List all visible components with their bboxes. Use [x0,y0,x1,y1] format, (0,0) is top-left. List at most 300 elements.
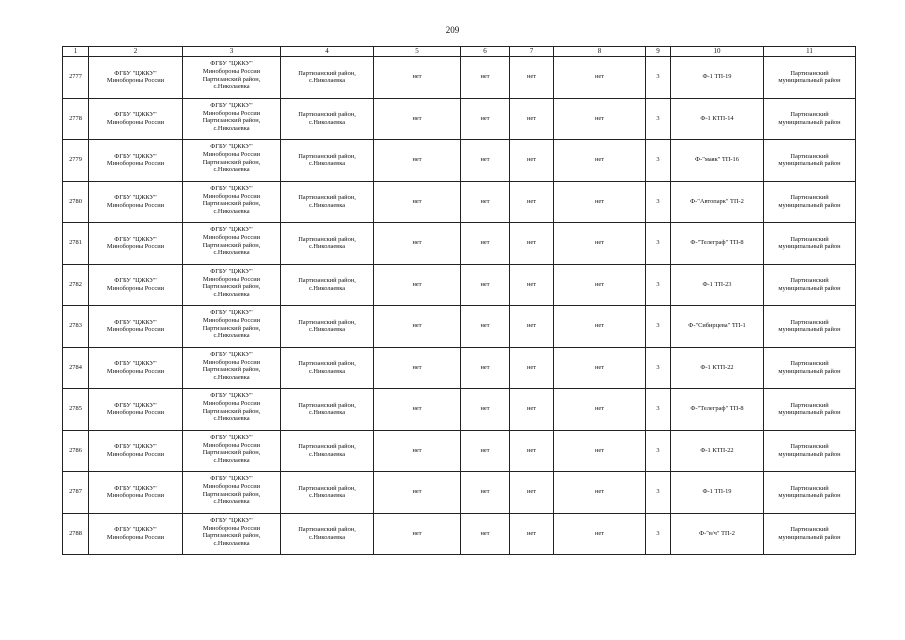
cell-line: нет [594,197,605,205]
table-body [63,57,856,555]
cell-line: с.Николаевка [308,118,346,126]
table-cell [671,223,764,265]
cell-line: 2783 [69,322,82,330]
cell-line: 3 [656,156,660,164]
cell-line: 3 [656,363,660,371]
cell-line: с.Николаевка [213,166,250,174]
table-cell [281,306,374,348]
cell-line: 3 [656,239,660,247]
cell-line: ФГБУ "ЦЖКУ" [210,516,253,524]
cell-line: Минобороны России [202,151,261,159]
cell-line: нет [480,488,490,496]
cell-line: 2781 [69,239,82,247]
cell-line: Партизанский [790,111,829,119]
table-cell [671,140,764,182]
table-cell [554,389,646,431]
cell-line: с.Николаевка [213,332,250,340]
table-cell [374,140,461,182]
cell-line: муниципальный район [778,284,841,292]
table-cell [281,472,374,514]
cell-line: 2777 [69,73,82,81]
table-row [63,223,856,265]
cell-line: Минобороны России [106,492,165,500]
table-cell [554,223,646,265]
cell-line: ФГБУ "ЦЖКУ" [210,101,253,109]
cell-line: с.Николаевка [213,207,250,215]
table-cell [671,513,764,555]
cell-line: нет [480,197,490,205]
cell-line: Минобороны России [106,533,165,541]
table-cell [764,140,856,182]
cell-line: муниципальный район [778,367,841,375]
cell-line: Партизанский [790,194,829,202]
table-cell [63,264,89,306]
cell-line: Партизанский район, [298,277,356,285]
cell-line: Партизанский район, [298,526,356,534]
table-cell [63,389,89,431]
page-number: 209 [445,25,460,35]
cell-line: Партизанский [790,277,829,285]
table-cell [764,57,856,99]
table-cell [671,57,764,99]
table-cell [554,181,646,223]
table-cell [510,57,554,99]
cell-line: Партизанский район, [298,69,356,77]
cell-line: ФГБУ "ЦЖКУ" [114,318,157,326]
table-cell [671,347,764,389]
cell-line: ФГБУ "ЦЖКУ" [114,194,157,202]
table-cell [510,472,554,514]
table-cell [510,98,554,140]
cell-line: ФГБУ "ЦЖКУ" [114,277,157,285]
cell-line: с.Николаевка [308,367,346,375]
cell-line: 2784 [69,363,82,371]
cell-line: 3 [656,529,660,537]
table-cell [89,513,183,555]
table-cell [461,181,510,223]
table-cell [461,306,510,348]
table-cell [63,223,89,265]
table-cell [89,472,183,514]
table-cell [764,264,856,306]
table-cell [554,140,646,182]
table-cell [554,264,646,306]
cell-line: нет [412,446,422,454]
table-row [63,513,856,555]
column-header: 6 [461,47,510,57]
table-cell [63,140,89,182]
table-row [63,306,856,348]
cell-line: 2779 [69,156,82,164]
table-cell [374,98,461,140]
table-cell [554,347,646,389]
table-cell [374,472,461,514]
column-header: 3 [183,47,281,57]
cell-line: муниципальный район [778,409,841,417]
table-cell [374,306,461,348]
cell-line: 2788 [69,529,82,537]
cell-line: муниципальный район [778,243,841,251]
table-cell [646,57,671,99]
cell-line: 2787 [69,488,82,496]
cell-line: 2785 [69,405,82,413]
cell-line: Партизанский район, [298,111,356,119]
table-cell [461,57,510,99]
table-cell [183,98,281,140]
table-cell [671,181,764,223]
column-header: 4 [281,47,374,57]
cell-line: ФГБУ "ЦЖКУ" [210,433,253,441]
table-cell [510,513,554,555]
cell-line: Минобороны России [202,317,261,325]
cell-line: ФГБУ "ЦЖКУ" [114,484,157,492]
table-cell [671,472,764,514]
cell-line: с.Николаевка [308,201,346,209]
table-cell [281,223,374,265]
table-cell [461,140,510,182]
cell-line: нет [526,446,537,454]
cell-line: нет [412,156,422,164]
table-cell [374,223,461,265]
table-cell [281,389,374,431]
table-cell [281,140,374,182]
cell-line: муниципальный район [778,492,841,500]
cell-line: Партизанский район, [298,318,356,326]
table-cell [554,306,646,348]
cell-line: нет [594,322,605,330]
table-cell [510,306,554,348]
table-cell [374,430,461,472]
column-header: 1 [63,47,89,57]
table-cell [510,347,554,389]
cell-line: нет [480,446,490,454]
cell-line: с.Николаевка [213,249,250,257]
table-cell [510,223,554,265]
cell-line: нет [412,73,422,81]
cell-line: нет [526,322,537,330]
table-cell [764,306,856,348]
table-cell [183,306,281,348]
cell-line: нет [412,322,422,330]
cell-line: с.Николаевка [308,77,346,85]
cell-line: с.Николаевка [308,284,346,292]
cell-line: нет [412,280,422,288]
table-cell [461,98,510,140]
table-cell [671,98,764,140]
cell-line: с.Николаевка [308,160,346,168]
table-cell [281,57,374,99]
table-row [63,347,856,389]
table-cell [63,472,89,514]
cell-line: нет [594,405,605,413]
table-cell [374,181,461,223]
table-cell [89,306,183,348]
cell-line: Минобороны России [106,450,165,458]
cell-line: Партизанский район, [298,360,356,368]
cell-line: ФГБУ "ЦЖКУ" [210,184,253,192]
cell-line: 3 [656,488,660,496]
column-header: 7 [510,47,554,57]
table-cell [764,223,856,265]
table-cell [461,347,510,389]
table-cell [554,430,646,472]
cell-line: Ф-1 КТП-22 [700,363,734,371]
table-cell [183,223,281,265]
cell-line: нет [594,529,605,537]
cell-line: нет [526,197,537,205]
cell-line: нет [526,156,537,164]
table-cell [281,430,374,472]
table-cell [89,389,183,431]
cell-line: нет [412,529,422,537]
cell-line: ФГБУ "ЦЖКУ" [210,475,253,483]
cell-line: ФГБУ "ЦЖКУ" [114,526,157,534]
table-cell [89,430,183,472]
cell-line: Минобороны России [202,234,261,242]
table-cell [89,347,183,389]
table-cell [510,430,554,472]
cell-line: нет [526,73,537,81]
cell-line: нет [526,363,537,371]
cell-line: Партизанский [790,360,829,368]
cell-line: нет [480,363,490,371]
cell-line: нет [594,73,605,81]
table-cell [183,430,281,472]
table-row [63,430,856,472]
cell-line: 2786 [69,446,82,454]
cell-line: нет [480,73,490,81]
cell-line: Ф-"Сибирцева" ТП-1 [688,322,746,330]
table-cell [89,98,183,140]
table-cell [183,472,281,514]
cell-line: ФГБУ "ЦЖКУ" [114,152,157,160]
cell-line: ФГБУ "ЦЖКУ" [114,69,157,77]
table-cell [510,181,554,223]
cell-line: с.Николаевка [308,326,346,334]
cell-line: Партизанский район, [202,324,261,332]
column-header: 11 [764,47,856,57]
column-header: 8 [554,47,646,57]
cell-line: Ф-1 КТП-22 [700,446,734,454]
table-cell [510,264,554,306]
cell-line: 2778 [69,114,82,122]
table-cell [671,430,764,472]
table-cell [183,389,281,431]
cell-line: нет [526,114,537,122]
cell-line: Партизанский [790,318,829,326]
cell-line: Ф-1 ТП-23 [702,280,732,288]
cell-line: муниципальный район [778,450,841,458]
cell-line: Минобороны России [202,400,261,408]
cell-line: Ф-"в/ч" ТП-2 [699,529,735,537]
cell-line: нет [412,114,422,122]
table-cell [646,513,671,555]
cell-line: нет [594,239,605,247]
cell-line: Минобороны России [202,192,261,200]
cell-line: нет [480,529,490,537]
table-cell [461,472,510,514]
cell-line: Партизанский [790,526,829,534]
table-cell [461,223,510,265]
table-cell [646,98,671,140]
column-header: 10 [671,47,764,57]
cell-line: 3 [656,197,660,205]
cell-line: муниципальный район [778,77,841,85]
table-cell [281,513,374,555]
table-row [63,181,856,223]
cell-line: Партизанский район, [202,200,261,208]
table-cell [183,57,281,99]
cell-line: Партизанский район, [298,443,356,451]
cell-line: с.Николаевка [213,373,250,381]
cell-line: ФГБУ "ЦЖКУ" [114,443,157,451]
table-cell [89,264,183,306]
cell-line: ФГБУ "ЦЖКУ" [210,226,253,234]
cell-line: Партизанский [790,401,829,409]
table-row [63,472,856,514]
cell-line: нет [480,156,490,164]
table-cell [183,513,281,555]
cell-line: с.Николаевка [213,498,250,506]
cell-line: Минобороны России [106,367,165,375]
table-header [63,47,856,57]
cell-line: с.Николаевка [213,124,250,132]
cell-line: ФГБУ "ЦЖКУ" [114,111,157,119]
cell-line: Минобороны России [202,441,261,449]
table-cell [89,140,183,182]
table-cell [764,347,856,389]
cell-line: 3 [656,322,660,330]
table-cell [764,513,856,555]
cell-line: с.Николаевка [213,290,250,298]
cell-line: Партизанский [790,443,829,451]
cell-line: Минобороны России [106,409,165,417]
cell-line: Минобороны России [202,109,261,117]
cell-line: нет [594,280,605,288]
table-cell [646,181,671,223]
cell-line: ФГБУ "ЦЖКУ" [114,360,157,368]
table-cell [764,430,856,472]
table-row [63,140,856,182]
cell-line: Минобороны России [106,160,165,168]
table-cell [671,264,764,306]
cell-line: нет [594,363,605,371]
cell-line: ФГБУ "ЦЖКУ" [114,401,157,409]
cell-line: с.Николаевка [308,409,346,417]
cell-line: с.Николаевка [213,456,250,464]
table-cell [646,430,671,472]
table-cell [63,181,89,223]
cell-line: Партизанский [790,152,829,160]
cell-line: Партизанский район, [298,235,356,243]
cell-line: муниципальный район [778,326,841,334]
cell-line: Партизанский район, [298,401,356,409]
cell-line: Минобороны России [202,524,261,532]
column-header: 2 [89,47,183,57]
cell-line: Минобороны России [202,68,261,76]
table-cell [63,306,89,348]
cell-line: нет [412,488,422,496]
column-header: 5 [374,47,461,57]
table-cell [63,57,89,99]
cell-line: с.Николаевка [308,492,346,500]
cell-line: с.Николаевка [213,539,250,547]
table-cell [646,472,671,514]
table-cell [510,389,554,431]
cell-line: 2782 [69,280,82,288]
table-cell [89,57,183,99]
table-cell [764,472,856,514]
cell-line: нет [480,322,490,330]
cell-line: с.Николаевка [308,450,346,458]
cell-line: муниципальный район [778,118,841,126]
cell-line: Партизанский район, [202,117,261,125]
cell-line: Партизанский район, [202,449,261,457]
table-cell [510,140,554,182]
cell-line: нет [526,488,537,496]
cell-line: Партизанский район, [202,490,261,498]
table-cell [281,98,374,140]
table-cell [183,347,281,389]
cell-line: с.Николаевка [213,83,250,91]
table-cell [671,389,764,431]
table-cell [646,223,671,265]
column-header: 9 [646,47,671,57]
table-cell [764,389,856,431]
cell-line: Минобороны России [202,483,261,491]
cell-line: ФГБУ "ЦЖКУ" [114,235,157,243]
cell-line: Минобороны России [106,77,165,85]
cell-line: нет [412,405,422,413]
table-cell [374,57,461,99]
table-cell [461,513,510,555]
cell-line: Партизанский район, [202,532,261,540]
cell-line: Минобороны России [106,284,165,292]
table-row [63,98,856,140]
table-cell [281,264,374,306]
table-cell [554,98,646,140]
cell-line: 3 [656,280,660,288]
table-cell [183,264,281,306]
cell-line: с.Николаевка [213,415,250,423]
cell-line: Ф-1 ТП-19 [702,73,732,81]
cell-line: Партизанский район, [202,241,261,249]
table-cell [281,347,374,389]
table-cell [63,430,89,472]
cell-line: Ф-"Автопарк" ТП-2 [690,197,744,205]
cell-line: нет [480,280,490,288]
cell-line: нет [526,529,537,537]
table-cell [281,181,374,223]
cell-line: с.Николаевка [308,243,346,251]
cell-line: муниципальный район [778,533,841,541]
table-cell [461,430,510,472]
registry-table [62,46,856,555]
cell-line: Партизанский [790,484,829,492]
table-cell [646,140,671,182]
cell-line: Партизанский [790,235,829,243]
cell-line: 3 [656,114,660,122]
table-cell [671,306,764,348]
cell-line: Ф-"Телеграф" ТП-8 [690,405,744,413]
table-cell [554,472,646,514]
cell-line: Минобороны России [202,275,261,283]
cell-line: нет [594,488,605,496]
table-cell [89,181,183,223]
cell-line: нет [594,446,605,454]
cell-line: Минобороны России [106,326,165,334]
cell-line: муниципальный район [778,201,841,209]
